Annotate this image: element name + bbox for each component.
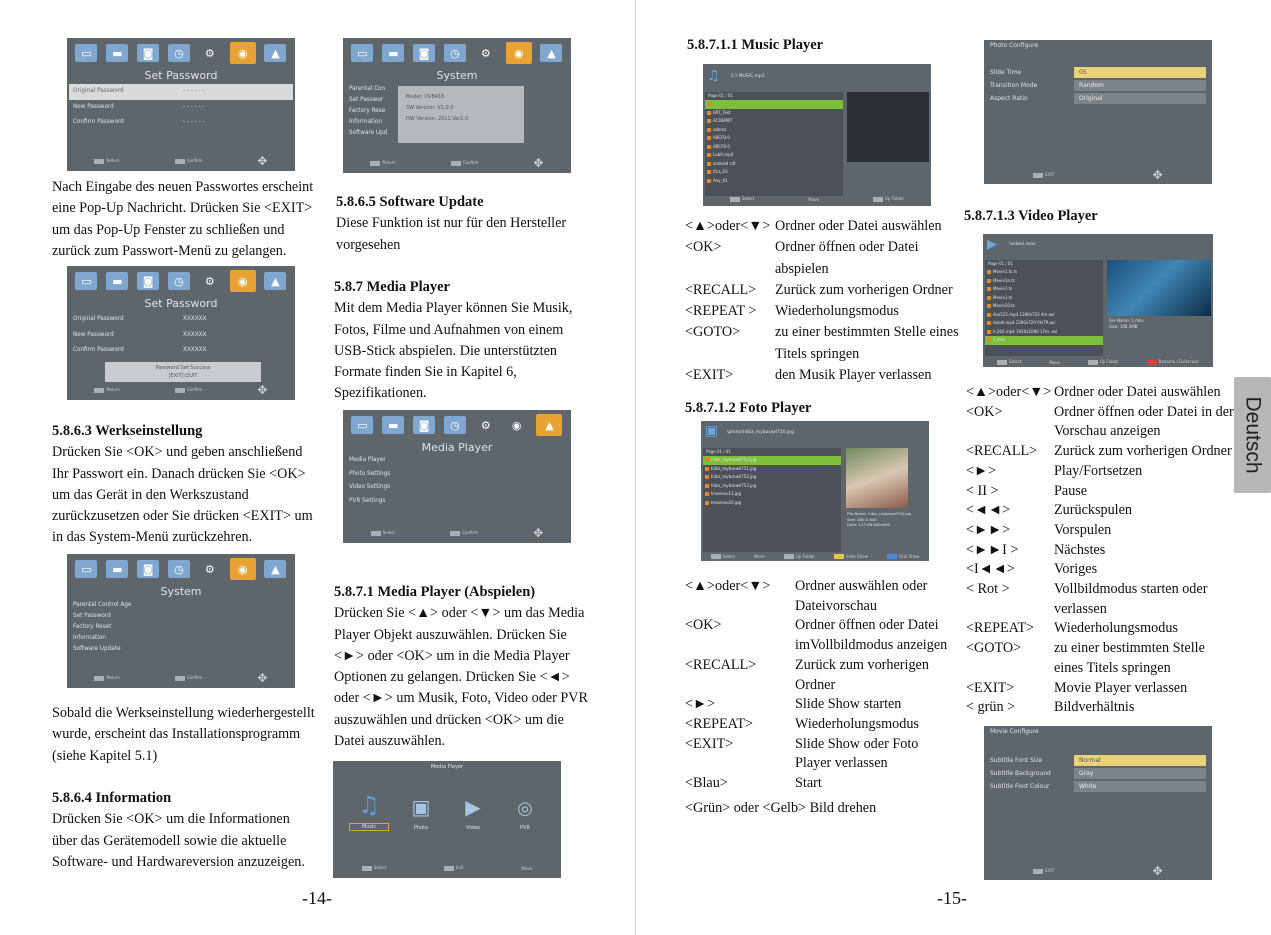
key-row: <OK> Ordner öffnen oder Datei abspielen xyxy=(685,239,919,277)
list-item: ABCP3.0 xyxy=(705,134,843,143)
key-row: <►►I > Nächstes xyxy=(966,541,1106,558)
menu-row: Set Passwor xyxy=(349,97,384,103)
key-row: <▲>oder<▼> Ordner auswählen oder Dateivorschau xyxy=(685,578,928,614)
key-row: < grün > Bildverhältnis xyxy=(966,699,1135,716)
key-row: <REPEAT > Wiederholungsmodus xyxy=(685,303,899,320)
video-icon: ▶ xyxy=(465,795,481,819)
dpad-icon: ✥ xyxy=(1152,864,1163,878)
menu-row: Parental Con xyxy=(349,86,386,92)
list-item: Movie20.ts xyxy=(985,302,1103,311)
menu-icon-bar xyxy=(67,38,295,68)
section-body: Mit dem Media Player können Sie Musik, Fotos, Filme und Aufnahmen von einem USB-Stick abspielen. Die unterstützten Formate finden Sie in Kapitel 6, Spezifikationen. xyxy=(334,300,573,402)
page-number: -15- xyxy=(937,888,967,908)
list-item: hibiz_mybaswll751.jpg xyxy=(703,465,841,474)
clock-icon: ◷ xyxy=(444,44,466,62)
file-path: \photo\hibiz_mybaswll750.jpg xyxy=(727,430,795,435)
key-row: < Rot > Vollbildmodus starten oder verlassen xyxy=(966,581,1208,617)
music-icon: ♫ xyxy=(707,68,720,84)
section-software-update xyxy=(336,192,586,256)
settings-icon: ⚙ xyxy=(480,46,491,60)
list-item: dvx525.mp4 1280x720 4m.avi xyxy=(985,311,1103,320)
system-info-screen xyxy=(343,38,571,173)
section-information xyxy=(52,788,314,873)
globe-icon: ◉ xyxy=(511,418,522,432)
list-item: Movie1.ts xyxy=(985,285,1103,294)
settings-icon: ⚙ xyxy=(204,562,215,576)
screen-footer: Select Move Up Folder xyxy=(703,195,931,203)
key-row: <▲>oder<▼> Ordner oder Datei auswählen xyxy=(685,218,942,234)
music-heading: 5.8.7.1.1 Music Player xyxy=(687,37,824,53)
key-row: <RECALL> Zurück zum vorherigen Ordner xyxy=(685,656,929,693)
media-icon: ▲ xyxy=(264,560,286,578)
screen-footer: Return Confirm ✥ xyxy=(67,671,295,685)
dpad-icon: ✥ xyxy=(257,671,268,685)
settings-icon: ⚙ xyxy=(480,418,491,432)
settings-icon: ⚙ xyxy=(204,274,215,288)
list-item: hibiz_mybaswll750.jpg xyxy=(703,456,841,465)
menu-row: Parental Control Age xyxy=(73,602,132,608)
media-item: ♫ Music xyxy=(349,791,389,831)
key-row: <RECALL> Zurück zum vorherigen Ordner xyxy=(966,443,1232,460)
media-item: ▶ Video xyxy=(453,795,493,831)
tv-icon: ◙ xyxy=(413,416,435,434)
screen-footer: Select Confirm ✥ xyxy=(343,526,571,540)
key-row: <OK> Ordner öffnen oder Datei imVollbildmodus anzeigen xyxy=(685,617,948,654)
menu-row: Information xyxy=(349,119,382,125)
page-number: -14- xyxy=(302,888,332,908)
screen-footer: Return Confirm ✥ xyxy=(67,154,295,168)
preview-pane xyxy=(847,92,929,162)
menu-row: Software Upd xyxy=(349,130,388,136)
tv-icon: ◙ xyxy=(137,560,159,578)
config-row: Transition Mode Random xyxy=(990,80,1206,91)
media-icon: ▲ xyxy=(540,44,562,62)
paragraph: Sobald die Werkseinstellung wiederhergestellt wurde, erscheint das Installationsprogramm (siehe Kapitel 5.1) xyxy=(52,705,315,764)
key-row: <EXIT> Slide Show oder Foto Player verlassen xyxy=(685,735,919,772)
file-list: Page 01 / 01 hibiz_mybaswll750.jpg hibiz_mybaswll751.jpg hibiz_mybaswll752.jpg hibiz_mybaswll753.jpg Imaeneu11.jpg Imaeneu20.jpg xyxy=(703,448,841,552)
screen-title: System xyxy=(160,585,202,598)
screen-footer: Select Exit Move xyxy=(333,861,561,875)
key-row: <▲>oder<▼> Ordner oder Datei auswählen xyxy=(966,384,1221,400)
file-info: File Name: 1.mkv Size: 148.3MB xyxy=(1109,318,1144,329)
screen-title: Media Player xyxy=(430,764,464,770)
music-keys xyxy=(685,216,965,386)
key-row: <RECALL> Zurück zum vorherigen Ordner xyxy=(685,281,953,298)
success-popup: Password Set Success [EXIT]:QUIT xyxy=(105,362,261,382)
picture-icon: ▬ xyxy=(382,44,404,62)
tv-icon: ◙ xyxy=(137,272,159,290)
photo-preview xyxy=(846,448,908,508)
menu-row: Video Settings xyxy=(349,484,391,490)
monitor-icon: ▭ xyxy=(351,416,373,434)
tv-icon: ◙ xyxy=(137,44,159,62)
section-heading: 5.8.7.1 Media Player (Abspielen) xyxy=(334,584,536,600)
key-row: <I◄◄> Voriges xyxy=(966,561,1098,578)
config-row: Subtitle Background Gray xyxy=(990,768,1206,779)
media-item: ◎ PVR xyxy=(505,798,545,831)
config-row: Subtitle Font Colour White xyxy=(990,781,1206,792)
list-item: h.264.mp4 1920x1080 17m .avi xyxy=(985,328,1103,337)
file-list: Page 01 / 01 BRT_Test ACDEMRT sobrez ABCP3.0 ABCP3.0 Lubit.mp4 android cdt 01a_03 Any_01 xyxy=(705,92,843,196)
movie-configure-screen xyxy=(984,726,1212,880)
settings-icon: ⚙ xyxy=(204,46,215,60)
menu-row: Information xyxy=(73,635,106,641)
screen-title: Set Password xyxy=(144,69,218,82)
info-popup: Model: DVB415 SW Version: V1.0.0 HW Version: 2011.Ver1.0 xyxy=(398,86,524,143)
list-item: sobrez xyxy=(705,126,843,135)
file-info: File Name: hibiz_mybaswll750.jpg Size: 480 X 640 Date: 123 KB 640x480 xyxy=(847,511,912,527)
key-row: < II > Pause xyxy=(966,482,1088,499)
section-heading: 5.8.6.4 Information xyxy=(52,790,172,806)
section-media-play xyxy=(334,582,596,752)
media-select-screen xyxy=(333,761,561,878)
right-page xyxy=(637,0,1271,935)
menu-row: Confirm Password XXXXXX xyxy=(73,347,207,353)
section-heading: 5.8.6.5 Software Update xyxy=(336,194,484,210)
rotate-note: <Grün> oder <Gelb> Bild drehen xyxy=(685,799,877,816)
section-body: Drücken Sie <▲> oder <▼> um das Media Player Objekt auszuwählen. Drücken Sie <►> oder <OK> um in die Media Player Optionen zu gelangen. Drücken Sie <◄> oder <►> um Musik, Foto, Video oder PVR auszuwählen und drücken <OK> um die Datei auszuwählen. xyxy=(334,605,588,750)
video-preview xyxy=(1107,260,1211,316)
list-item: Movie1.ts.ts xyxy=(985,268,1103,277)
media-icon: ▲ xyxy=(264,44,286,62)
section-media-player xyxy=(334,277,592,405)
section-body: Drücken Sie <OK> und geben anschließend Ihr Passwort ein. Danach drücken Sie <OK> um das Gerät in den Werkszustand zurückzusetzen oder Sie drücken <EXIT> um in das System-Menü zurückzehren. xyxy=(52,444,313,546)
photo-icon: ▣ xyxy=(705,423,719,439)
music-icon: ♫ xyxy=(358,791,380,819)
screen-title: Media Player xyxy=(421,441,493,454)
config-row: Subtitle Font Size Normal xyxy=(990,755,1206,766)
music-player-screen xyxy=(703,64,931,206)
list-item: Any_01 xyxy=(705,177,843,186)
picture-icon: ▬ xyxy=(106,560,128,578)
photo-keys xyxy=(685,577,955,818)
menu-row: Confirm Password - - - - - - xyxy=(73,119,205,125)
key-row: <►►> Vorspulen xyxy=(966,521,1112,538)
section-body: Diese Funktion ist nur für den Hersteller vorgesehen xyxy=(336,215,567,253)
menu-row: Original Password XXXXXX xyxy=(73,316,207,322)
dpad-icon: ✥ xyxy=(533,156,544,170)
video-heading: 5.8.7.1.3 Video Player xyxy=(964,208,1098,224)
screen-title: Set Password xyxy=(144,297,218,310)
list-item: Imaeneu11.jpg xyxy=(703,490,841,499)
list-item: 1.mkv xyxy=(985,336,1103,345)
section-heading: 5.8.6.3 Werkseinstellung xyxy=(52,423,203,439)
menu-row: Set Password xyxy=(73,613,111,619)
file-path: C:\ MUSIC.mp3 xyxy=(731,74,765,79)
paragraph: Nach Eingabe des neuen Passwortes erscheint eine Pop-Up Nachricht. Drücken Sie <EXIT> um das Pop-Up Fenster zu schließen und zurück zum Passwort-Menü zu gelangen. xyxy=(52,179,314,259)
key-row: <EXIT> den Musik Player verlassen xyxy=(685,367,932,384)
video-player-screen xyxy=(983,234,1213,367)
menu-row: Factory Rese xyxy=(349,108,386,114)
list-item: Imaeneu20.jpg xyxy=(703,499,841,508)
screen-title: Movie Configure xyxy=(990,728,1039,735)
picture-icon: ▬ xyxy=(106,44,128,62)
section-werkseinstellung xyxy=(52,421,314,549)
video-keys xyxy=(966,383,1234,718)
list-item: Movie1.ts xyxy=(985,294,1103,303)
list-item: android cdt xyxy=(705,160,843,169)
monitor-icon: ▭ xyxy=(75,272,97,290)
key-row: <Blau> Start xyxy=(685,775,822,792)
screen-footer: EXIT ✥ xyxy=(984,168,1212,182)
media-icon: ▲ xyxy=(536,414,562,436)
media-item: ▣ Photo xyxy=(401,795,441,831)
menu-row: New Password XXXXXX xyxy=(73,331,207,338)
key-row: <EXIT> Movie Player verlassen xyxy=(966,679,1188,696)
key-row: <GOTO> zu einer bestimmten Stelle eines Titels springen xyxy=(685,324,959,362)
globe-icon: ◉ xyxy=(230,558,256,580)
menu-row: New Password - - - - - - xyxy=(73,103,205,110)
list-item: dandl.mp4 1280x720 fileTR.avi xyxy=(985,319,1103,328)
photo-heading: 5.8.7.1.2 Foto Player xyxy=(685,400,812,416)
video-icon: ▶ xyxy=(987,237,997,252)
globe-icon: ◉ xyxy=(230,270,256,292)
dpad-icon: ✥ xyxy=(1152,168,1163,182)
list-item: hibiz_mybaswll753.jpg xyxy=(703,482,841,491)
section-heading: 5.8.7 Media Player xyxy=(334,279,450,295)
set-password-screen xyxy=(67,38,295,171)
dpad-icon: ✥ xyxy=(257,383,268,397)
dpad-icon: ✥ xyxy=(533,526,544,540)
screen-title: Photo Configure xyxy=(990,42,1039,49)
photo-player-screen xyxy=(701,421,929,561)
menu-row: Media Player xyxy=(349,457,386,463)
menu-row: Original Password - - - - - - xyxy=(69,84,293,100)
key-row: <REPEAT> Wiederholungsmodus xyxy=(685,715,919,732)
list-item: Lubit.mp4 xyxy=(705,151,843,160)
photo-configure-screen xyxy=(984,40,1212,184)
monitor-icon: ▭ xyxy=(75,44,97,62)
tv-icon: ◙ xyxy=(413,44,435,62)
screen-footer: Select Move Up Folder Rename / Fullscreen xyxy=(983,358,1213,366)
screen-title: System xyxy=(436,69,478,82)
key-row: <►> Slide Show starten xyxy=(685,696,902,713)
clock-icon: ◷ xyxy=(168,272,190,290)
screen-footer: EXIT ✥ xyxy=(984,864,1212,878)
media-player-menu-screen xyxy=(343,410,571,543)
list-item: hibiz_mybaswll752.jpg xyxy=(703,473,841,482)
file-list: Page 01 / 01 Movie1.ts.ts Movie1a.ts Movie1.ts Movie1.ts Movie20.ts dvx525.mp4 1280x720 4m.avi dandl.mp4 1280x720 fileTR.avi h.264.mp4 1920x1080 17m .avi 1.mkv xyxy=(985,260,1103,356)
screen-footer: Return Confirm ✥ xyxy=(67,383,295,397)
file-path: \video\.mov xyxy=(1009,242,1036,247)
dpad-icon: ✥ xyxy=(257,154,268,168)
media-icon: ▲ xyxy=(264,272,286,290)
password-success-screen xyxy=(67,266,295,400)
list-item: 01a_03 xyxy=(705,168,843,177)
language-tab: Deutsch xyxy=(1234,377,1271,493)
clock-icon: ◷ xyxy=(168,560,190,578)
screen-footer: Return Confirm ✥ xyxy=(343,156,571,170)
config-row: Slide Time 05 xyxy=(990,67,1206,78)
key-row: <►> Play/Fortsetzen xyxy=(966,462,1143,479)
section-body: Drücken Sie <OK> um die Informationen über das Gerätemodell sowie die aktuelle Software- und Hardwareversion anzuzeigen. xyxy=(52,811,305,870)
menu-row: Factory Reset xyxy=(73,624,112,630)
clock-icon: ◷ xyxy=(168,44,190,62)
key-row: <GOTO> zu einer bestimmten Stelle eines Titels springen xyxy=(966,640,1205,676)
picture-icon: ▬ xyxy=(382,416,404,434)
screen-footer: Select Move Up Folder Slide Show Grid Show xyxy=(701,553,929,560)
globe-icon: ◉ xyxy=(230,42,256,64)
monitor-icon: ▭ xyxy=(75,560,97,578)
list-item: Movie1a.ts xyxy=(985,277,1103,286)
picture-icon: ▬ xyxy=(106,272,128,290)
system-screen xyxy=(67,554,295,688)
pvr-icon: ◎ xyxy=(517,798,533,819)
monitor-icon: ▭ xyxy=(351,44,373,62)
key-row: <◄◄> Zurückspulen xyxy=(966,502,1133,519)
menu-row: Software Update xyxy=(73,646,121,652)
photo-icon: ▣ xyxy=(411,795,431,819)
globe-icon: ◉ xyxy=(506,42,532,64)
config-row: Aspect Ratio Original xyxy=(990,93,1206,104)
list-item: ABCP3.0 xyxy=(705,143,843,152)
clock-icon: ◷ xyxy=(444,416,466,434)
list-item: BRT_Test xyxy=(705,109,843,118)
menu-row: Photo Settings xyxy=(349,470,391,477)
list-item: ACDEMRT xyxy=(705,117,843,126)
menu-row: PVR Settings xyxy=(349,497,386,504)
key-row: <OK> Ordner öffnen oder Datei in der Vorschau anzeigen xyxy=(966,403,1234,440)
list-item xyxy=(705,100,843,109)
key-row: <REPEAT> Wiederholungsmodus xyxy=(966,620,1178,637)
